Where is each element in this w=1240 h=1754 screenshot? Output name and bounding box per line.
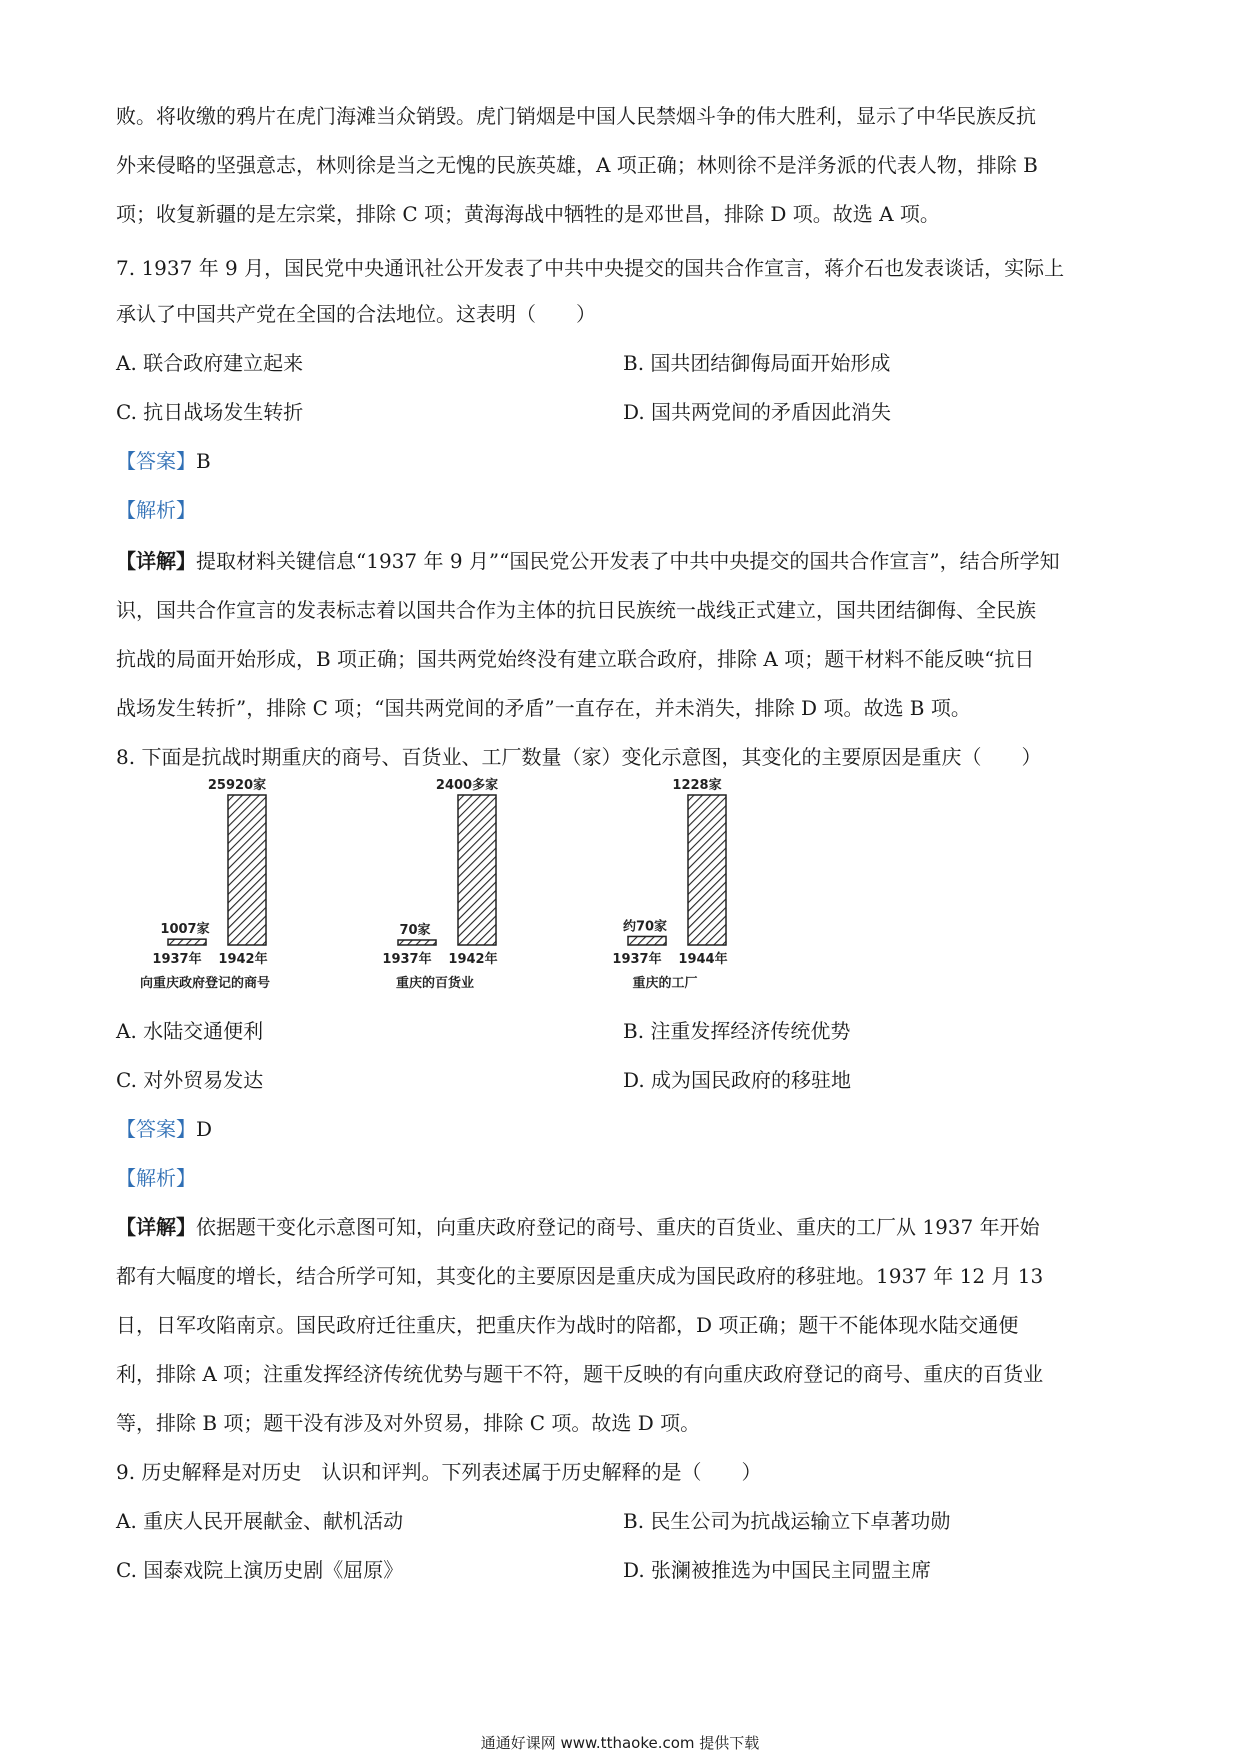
tick-label: 1944年 xyxy=(678,952,728,967)
q8-option-c: C. 对外贸易发达 xyxy=(116,1068,264,1092)
chart-title: 向重庆政府登记的商号 xyxy=(139,976,271,991)
q9-option-a: A. 重庆人民开展献金、献机活动 xyxy=(116,1509,404,1533)
q8-stem: 8. 下面是抗战时期重庆的商号、百货业、工厂数量（家）变化示意图，其变化的主要原因是重庆（ ） xyxy=(116,745,1042,769)
data-label: 约70家 xyxy=(622,919,668,935)
q9-stem: 9. 历史解释是对历史 认识和评判。下列表述属于历史解释的是（ ） xyxy=(116,1460,762,1484)
data-label: 1228家 xyxy=(672,778,722,793)
bar xyxy=(628,936,666,945)
bar xyxy=(458,795,496,945)
bar-chart xyxy=(610,778,810,999)
detail-tag: 【详解】 xyxy=(116,1215,196,1239)
answer-value: D xyxy=(196,1117,213,1141)
q8-option-a: A. 水陆交通便利 xyxy=(116,1019,264,1043)
jiexi-tag: 【解析】 xyxy=(116,498,196,522)
bar xyxy=(168,939,206,945)
q8-answer xyxy=(116,1116,212,1142)
data-label: 1007家 xyxy=(160,922,210,938)
q7-detail: 抗战的局面开始形成，B 项正确；国共两党始终没有建立联合政府，排除 A 项；题干材料不能反映“抗日 xyxy=(116,647,1035,671)
bar xyxy=(398,940,436,945)
tick-label: 1937年 xyxy=(152,952,202,967)
q9-option-d: D. 张澜被推选为中国民主同盟主席 xyxy=(623,1558,932,1582)
bar xyxy=(688,795,726,945)
q8-option-b: B. 注重发挥经济传统优势 xyxy=(623,1019,851,1043)
q7-option-b: B. 国共团结御侮局面开始形成 xyxy=(623,351,891,375)
q9-option-c: C. 国泰戏院上演历史剧《屈原》 xyxy=(116,1558,404,1582)
tick-label: 1942年 xyxy=(448,952,498,967)
q8-detail: 都有大幅度的增长，结合所学可知，其变化的主要原因是重庆成为国民政府的移驻地。1937 年 12 月 13 xyxy=(116,1264,1044,1288)
answer-tag: 【答案】 xyxy=(116,1117,196,1141)
q8-detail: 利，排除 A 项；注重发挥经济传统优势与题干不符，题干反映的有向重庆政府登记的商号、重庆的百货业 xyxy=(116,1362,1044,1386)
q7-detail: 战场发生转折”，排除 C 项；“国共两党间的矛盾”一直存在，并未消失，排除 D 项。故选 B 项。 xyxy=(116,696,971,720)
q8-option-d: D. 成为国民政府的移驻地 xyxy=(623,1068,852,1092)
footer: 通通好课网 www.tthaoke.com 提供下载 xyxy=(480,1734,760,1752)
q7-answer xyxy=(116,448,211,474)
bar-chart xyxy=(380,778,580,999)
q8-detail: 日，日军攻陷南京。国民政府迁往重庆，把重庆作为战时的陪都，D 项正确；题干不能体现水陆交通便 xyxy=(116,1313,1019,1337)
text-line: 项；收复新疆的是左宗棠，排除 C 项；黄海海战中牺牲的是邓世昌，排除 D 项。故选 A 项。 xyxy=(116,202,940,226)
tick-label: 1937年 xyxy=(382,952,432,967)
q7-jiexi xyxy=(116,497,196,523)
text-line: 外来侵略的坚强意志，林则徐是当之无愧的民族英雄，A 项正确；林则徐不是洋务派的代表人物，排除 B xyxy=(116,153,1038,177)
detail-text: 依据题干变化示意图可知，向重庆政府登记的商号、重庆的百货业、重庆的工厂从 1937 年开始 xyxy=(196,1215,1040,1239)
tick-label: 1942年 xyxy=(218,952,268,967)
chart-title: 重庆的百货业 xyxy=(395,976,475,991)
q7-stem: 7. 1937 年 9 月，国民党中央通讯社公开发表了中共中央提交的国共合作宣言，蒋介石也发表谈话，实际上 xyxy=(116,256,1065,280)
answer-value: B xyxy=(196,449,211,473)
q7-option-c: C. 抗日战场发生转折 xyxy=(116,400,304,424)
detail-tag: 【详解】 xyxy=(116,549,196,573)
text-line: 败。将收缴的鸦片在虎门海滩当众销毁。虎门销烟是中国人民禁烟斗争的伟大胜利，显示了中华民族反抗 xyxy=(116,104,1036,128)
q7-option-d: D. 国共两党间的矛盾因此消失 xyxy=(623,400,892,424)
data-label: 25920家 xyxy=(207,778,267,793)
data-label: 70家 xyxy=(399,923,431,938)
chart-title: 重庆的工厂 xyxy=(632,976,698,991)
detail-text: 提取材料关键信息“1937 年 9 月”“国民党公开发表了中共中央提交的国共合作宣言”，结合所学知 xyxy=(196,549,1060,573)
answer-tag: 【答案】 xyxy=(116,449,196,473)
data-label: 2400多家 xyxy=(435,778,499,793)
q7-detail: 识，国共合作宣言的发表标志着以国共合作为主体的抗日民族统一战线正式建立，国共团结御侮、全民族 xyxy=(116,598,1036,622)
q8-detail: 等，排除 B 项；题干没有涉及对外贸易，排除 C 项。故选 D 项。 xyxy=(116,1411,701,1435)
jiexi-tag: 【解析】 xyxy=(116,1166,196,1190)
q9-option-b: B. 民生公司为抗战运输立下卓著功勋 xyxy=(623,1509,951,1533)
bar xyxy=(228,795,266,945)
bar-chart xyxy=(139,778,350,999)
tick-label: 1937年 xyxy=(612,952,662,967)
q8-detail xyxy=(116,1214,1040,1240)
q8-jiexi xyxy=(116,1165,196,1191)
q7-option-a: A. 联合政府建立起来 xyxy=(116,351,304,375)
q7-stem: 承认了中国共产党在全国的合法地位。这表明（ ） xyxy=(116,302,596,326)
q7-detail xyxy=(116,548,1060,574)
